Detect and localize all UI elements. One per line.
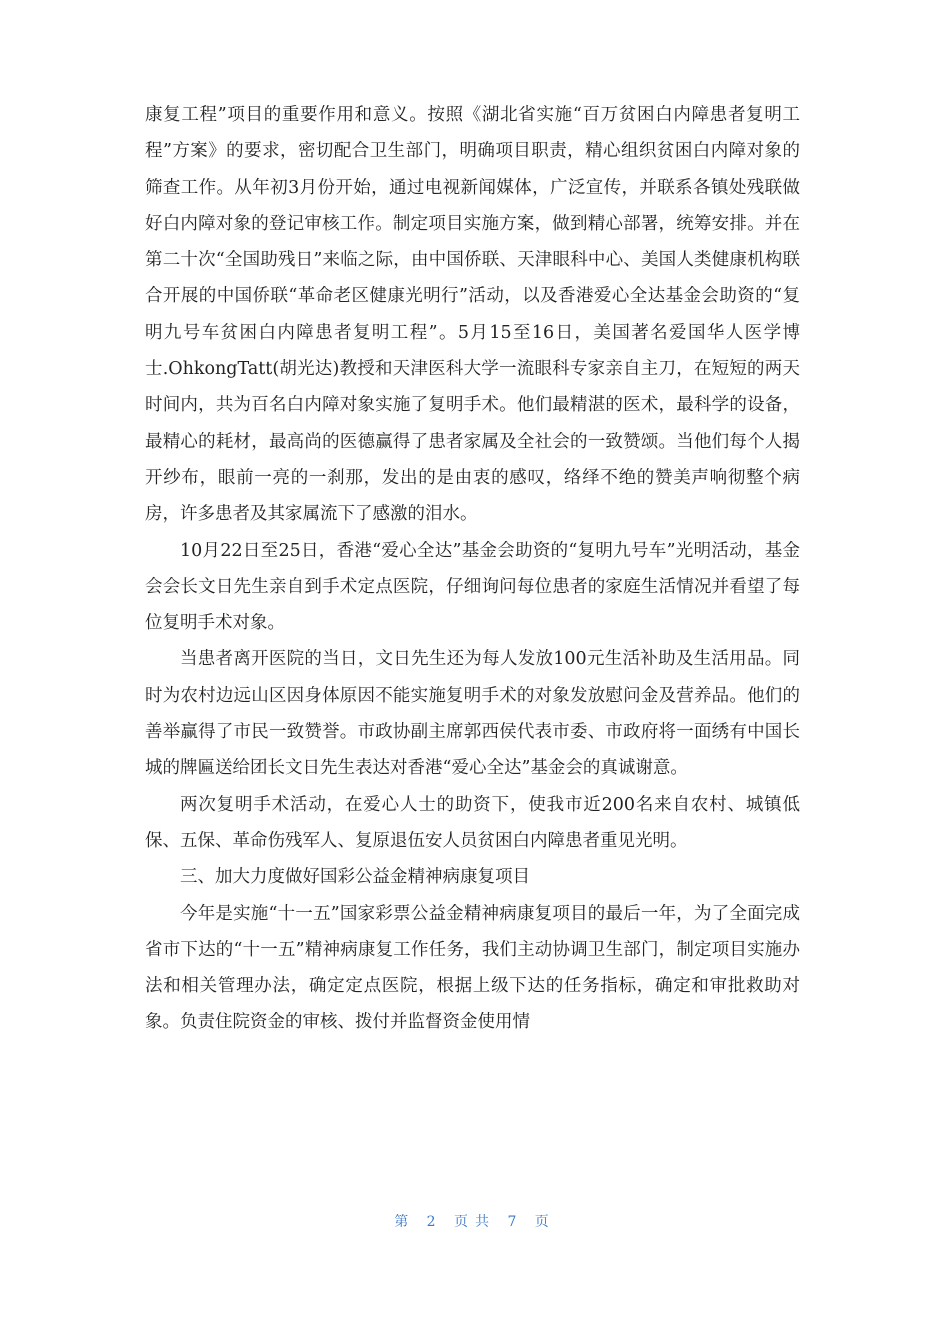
paragraph-2: 10月22日至25日，香港“爱心全达”基金会助资的“复明九号车”光明活动，基金会会长文日先生亲自到手术定点医院，仔细询问每位患者的家庭生活情况并看望了每位复明手术对象。: [145, 540, 800, 634]
paragraph-3: 当患者离开医院的当日，文日先生还为每人发放100元生活补助及生活用品。同时为农村边远山区因身体原因不能实施复明手术的对象发放慰问金及营养品。他们的善举赢得了市民一致赞誉。市政协副主席郭西侯代表市委、市政府将一面绣有中国长城的牌匾送给团长文日先生表达对香港“爱心全达”基金会的真诚谢意。: [145, 649, 800, 779]
paragraph-1: 康复工程”项目的重要作用和意义。按照《湖北省实施“百万贫困白内障患者复明工程”方案》的要求，密切配合卫生部门，明确项目职责，精心组织贫困白内障对象的筛查工作。从年初3月份开始，通过电视新闻媒体，广泛宣传，并联系各镇处残联做好白内障对象的登记审核工作。制定项目实施方案，做到精心部署，统筹安排。并在第二十次“全国助残日”来临之际，由中国侨联、天津眼科中心、美国人类健康机构联合开展的中国侨联“革命老区健康光明行”活动，以及香港爱心全达基金会助资的“复明九号车贫困白内障患者复明工程”。5月15至16日，美国著名爱国华人医学博士.OhkongTatt(胡光达)教授和天津医科大学一流眼科专家亲自主刀，在短短的两天时间内，共为百名白内障对象实施了复明手术。他们最精湛的医术，最科学的设备，最精心的耗材，最高尚的医德赢得了患者家属及全社会的一致赞颂。当他们每个人揭开纱布，眼前一亮的一刹那，发出的是由衷的感叹，络绎不绝的赞美声响彻整个病房，许多患者及其家属流下了感激的泪水。: [145, 105, 800, 525]
page-number: 第 2 页共 7 页: [394, 1214, 556, 1230]
document-body: [145, 97, 800, 1041]
section-heading: 三、加大力度做好国彩公益金精神病康复项目: [180, 867, 530, 888]
paragraph-4: 两次复明手术活动，在爱心人士的助资下，使我市近200名来自农村、城镇低保、五保、革命伤残军人、复原退伍安人员贫困白内障患者重见光明。: [145, 794, 800, 851]
paragraph-5: 今年是实施“十一五”国家彩票公益金精神病康复项目的最后一年，为了全面完成省市下达的“十一五”精神病康复工作任务，我们主动协调卫生部门，制定项目实施办法和相关管理办法，确定定点医院，根据上级下达的任务指标，确定和审批救助对象。负责住院资金的审核、拨付并监督资金使用情: [145, 903, 800, 1033]
